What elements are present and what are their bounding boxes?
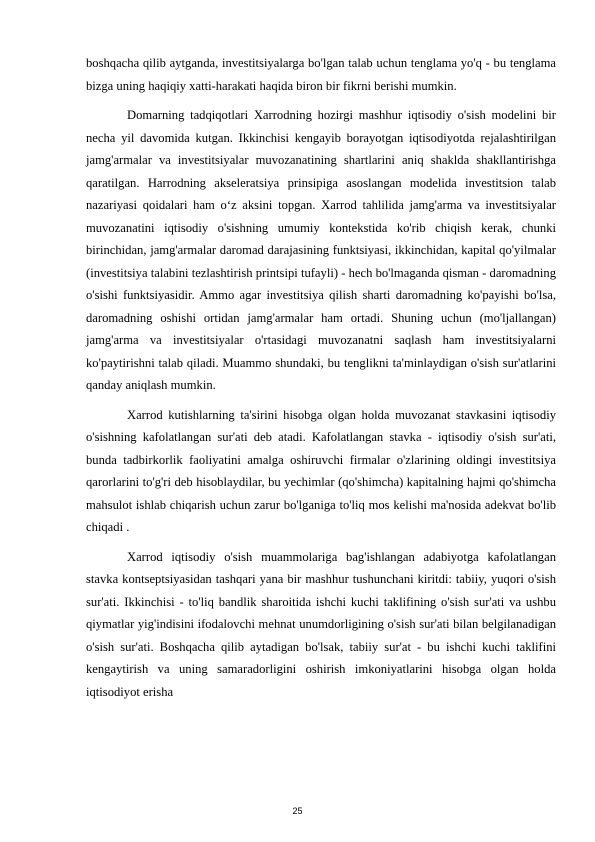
- paragraph-domar-harrod: Domarning tadqiqotlari Xarrodning hozirgi mashhur iqtisodiy o'sish modelini bir necha yil davomida kutgan. Ikkinchisi kengayib borayotgan iqtisodiyotda rejalashtirilgan jamg'armalar va investitsiyalar muvozanatining shartlarini aniq shaklda shakllantirishga qaratilgan. Harrodning akseleratsiya prinsipiga asoslangan modelida investitsion talab nazariyasi qoidalari ham o‘z aksini topgan. Xarrod tahlilida jamg'arma va investitsiyalar muvozanatini iqtisodiy o'sishning umumiy kontekstida ko'rib chiqish kerak, chunki birinchidan, jamg'armalar daromad darajasining funktsiyasi, ikkinchidan, kapital qo'yilmalar (investitsiya talabini tezlashtirish printsipi tufayli) - hech bo'lmaganda qisman - daromadning o'sishi funktsiyasidir. Ammo agar investitsiya qilish sharti daromadning ko'payishi bo'lsa, daromadning oshishi ortidan jamg'armalar ham ortadi. Shuning uchun (mo'ljallangan) jamg'arma va investitsiyalar o'rtasidagi muvozanatni saqlash ham investitsiyalarni ko'paytirishni talab qiladi. Muammo shundaki, bu tenglikni ta'minlaydigan o'sish sur'atlarini qanday aniqlash mumkin.: [86, 108, 556, 392]
- paragraph-natural-rate: Xarrod iqtisodiy o'sish muammolariga bag'ishlangan adabiyotga kafolatlangan stavka kontseptsiyasidan tashqari yana bir mashhur tushunchani kiritdi: tabiiy, yuqori o'sish sur'ati. Ikkinchisi - to'liq bandlik sharoitida ishchi kuchi taklifining o'sish sur'ati va ushbu qiymatlar yig'indisini ifodalovchi mehnat unumdorligining o'sish sur'ati bilan belgilanadigan o'sish sur'ati. Boshqacha qilib aytadigan bo'lsak, tabiiy sur'at - bu ishchi kuchi taklifini kengaytirish va uning samaradorligini oshirish imkoniyatlarini hisobga olgan holda iqtisodiyot erisha: [86, 549, 556, 699]
- paragraph-guaranteed-rate: Xarrod kutishlarning ta'sirini hisobga olgan holda muvozanat stavkasini iqtisodiy o'sishning kafolatlangan sur'ati deb atadi. Kafolatlangan stavka - iqtisodiy o'sish sur'ati, bunda tadbirkorlik faoliyatini amalga oshiruvchi firmalar o'zlarining oldingi investitsiya qarorlarini to'g'ri deb hisoblaydilar, bu yechimlar (qo'shimcha) kapitalning hajmi qo'shimcha mahsulot ishlab chiqarish uchun zarur bo'lganiga to'liq mos kelishi ma'nosida adekvat bo'lib chiqadi .: [86, 407, 556, 534]
- paragraph-continuation: boshqacha qilib aytganda, investitsiyalarga bo'lgan talab uchun tenglama yo'q - bu tenglama bizga uning haqiqiy xatti-harakati haqida biron bir fikrni berishi mumkin.: [86, 56, 556, 93]
- page-number: 25: [292, 806, 303, 816]
- page-body: [86, 52, 556, 703]
